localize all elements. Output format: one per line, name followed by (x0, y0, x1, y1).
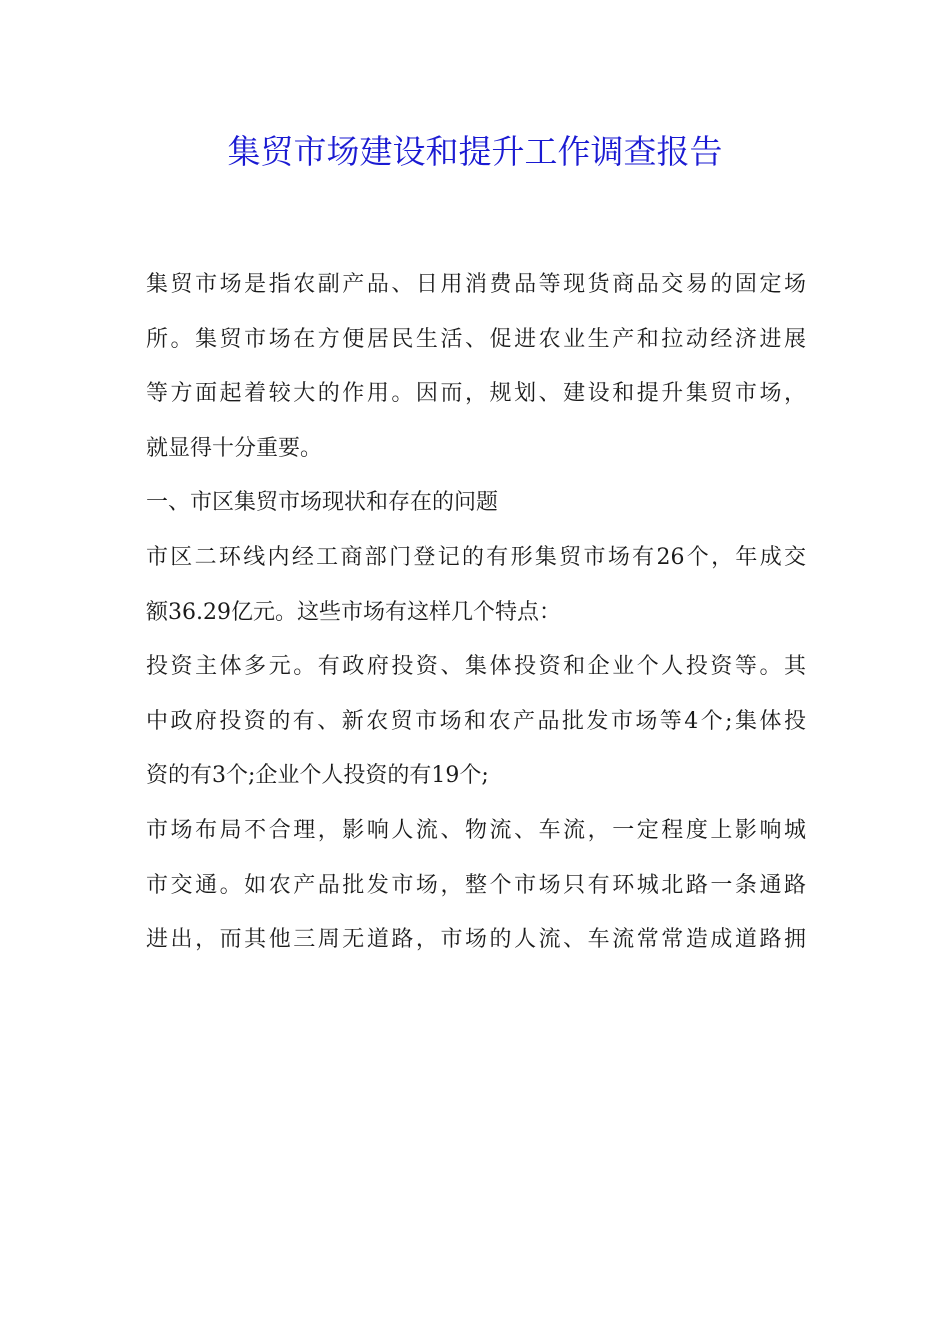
body-line: 等方面起着较大的作用。因而，规划、建设和提升集贸市场， (146, 381, 806, 407)
document-title: 集贸市场建设和提升工作调查报告 (227, 132, 723, 171)
body-line: 集贸市场是指农副产品、日用消费品等现货商品交易的固定场 (146, 272, 806, 297)
document-body (146, 258, 806, 968)
body-line: 市交通。如农产品批发市场，整个市场只有环城北路一条通路 (146, 872, 806, 898)
body-line: 市区二环线内经工商部门登记的有形集贸市场有26个，年成交 (146, 544, 806, 570)
body-line: 投资主体多元。有政府投资、集体投资和企业个人投资等。其 (146, 654, 806, 680)
body-line: 中政府投资的有、新农贸市场和农产品批发市场等4个;集体投 (146, 708, 806, 734)
section-heading: 一、市区集贸市场现状和存在的问题 (146, 490, 499, 516)
body-line: 资的有3个;企业个人投资的有19个; (146, 763, 489, 789)
body-line: 进出，而其他三周无道路，市场的人流、车流常常造成道路拥 (146, 927, 806, 953)
body-line: 市场布局不合理，影响人流、物流、车流，一定程度上影响城 (146, 817, 806, 843)
body-line: 额36.29亿元。这些市场有这样几个特点： (146, 599, 561, 625)
body-line: 就显得十分重要。 (146, 435, 323, 461)
body-line: 所。集贸市场在方便居民生活、促进农业生产和拉动经济进展 (146, 326, 806, 352)
